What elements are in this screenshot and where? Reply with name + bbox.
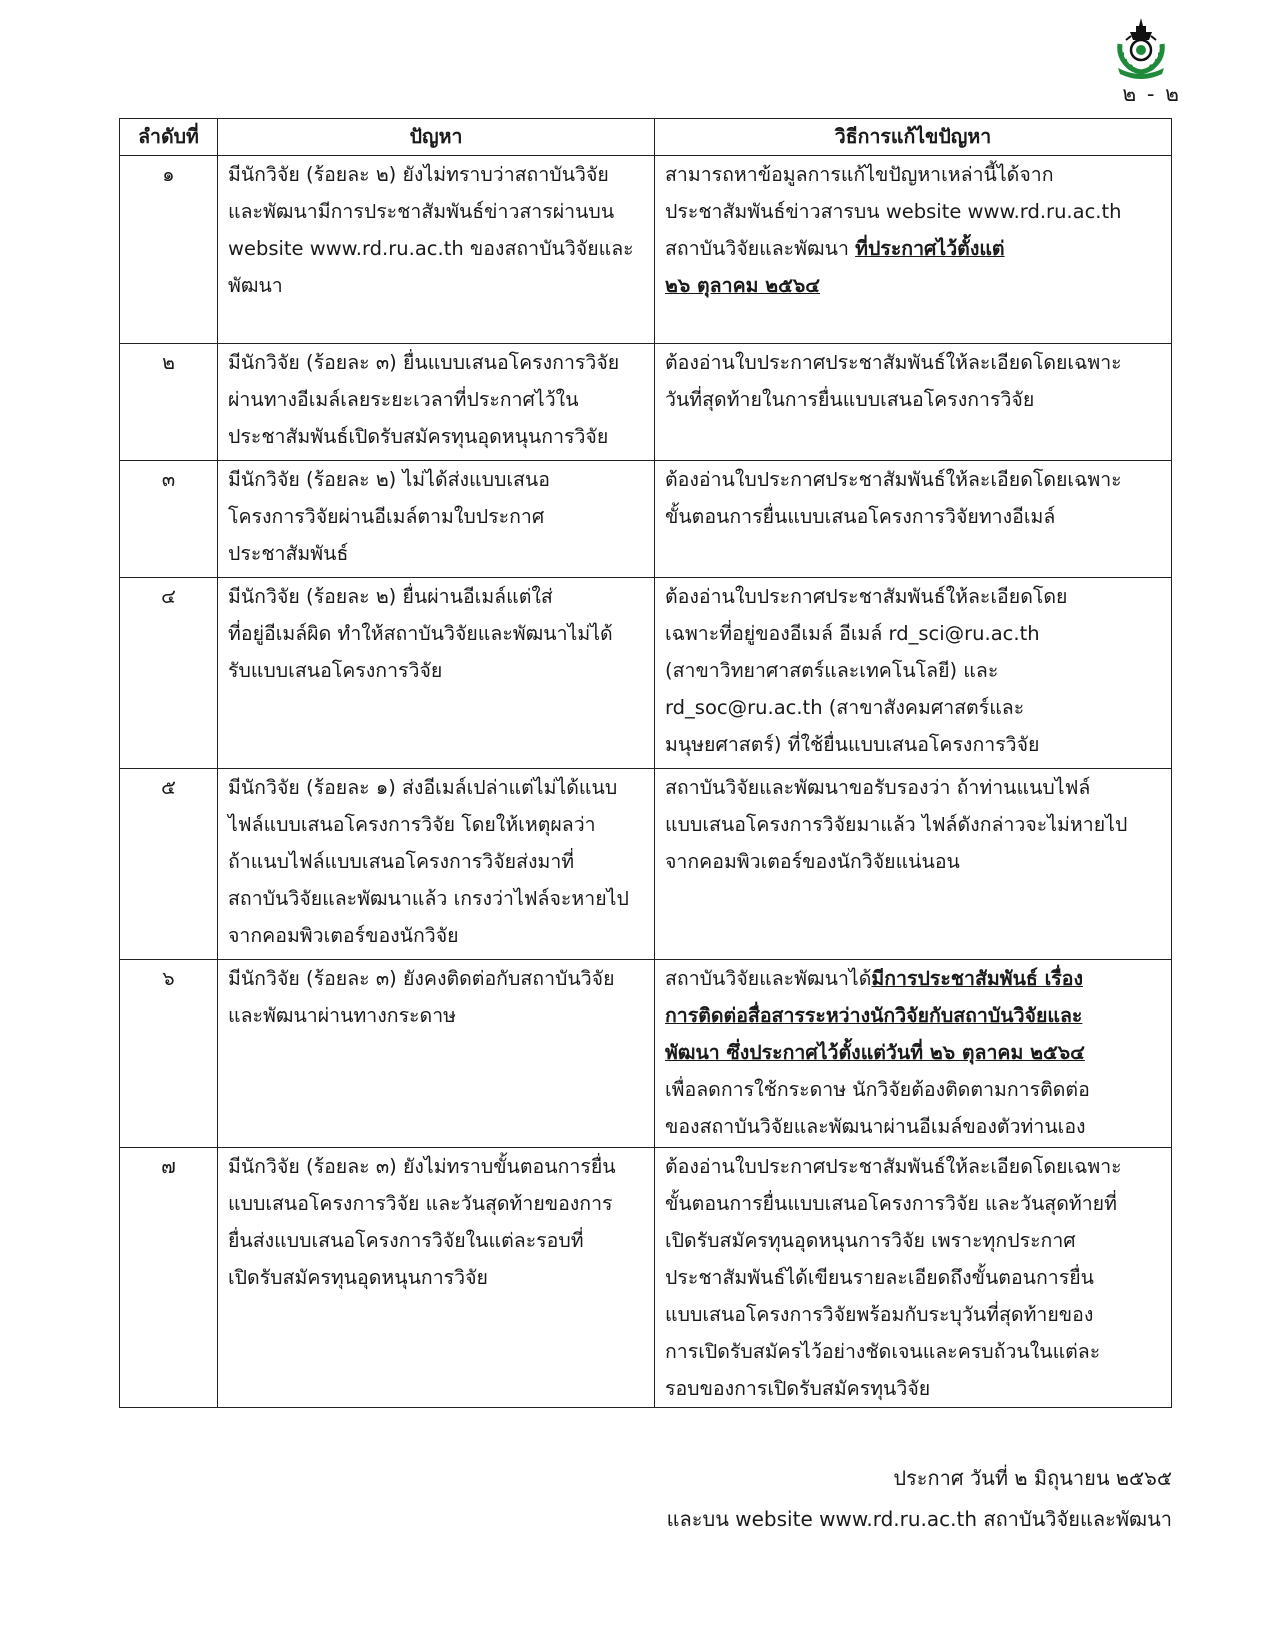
table-row [120,1148,1172,1408]
solution-text: สถาบันวิจัยและพัฒนา [665,237,856,260]
solution-line [665,726,1161,763]
problem-line: ผ่านทางอีเมล์เลยระยะเวลาที่ประกาศไว้ใน [228,388,579,411]
emphasized-text: พัฒนา ซึ่งประกาศไว้ตั้งแต่วันที่ ๒๖ ตุลาคม ๒๕๖๔ [665,1041,1085,1064]
announcement-date: ประกาศ วันที่ ๒ มิถุนายน ๒๕๖๕ [893,1466,1172,1490]
solution-line [665,230,1161,267]
solution-text: rd_soc@ru.ac.th (สาขาสังคมศาสตร์และ [665,696,1025,719]
problem-line: ที่อยู่อีเมล์ผิด ทำให้สถาบันวิจัยและพัฒนาไม่ได้ [228,622,613,645]
row-number: ๕ [120,769,218,960]
table-row [120,156,1172,344]
problem-cell [218,461,655,578]
problem-line: ถ้าแนบไฟล์แบบเสนอโครงการวิจัยส่งมาที่ [228,850,575,873]
problem-line: มีนักวิจัย (ร้อยละ ๓) ยังไม่ทราบขั้นตอนการยื่น [228,1155,616,1178]
solution-text: ต้องอ่านใบประกาศประชาสัมพันธ์ให้ละเอียดโดยเฉพาะ [665,351,1122,374]
solution-text: ประชาสัมพันธ์ข่าวสารบน website www.rd.ru.ac.th [665,200,1122,223]
problem-line: website www.rd.ru.ac.th ของสถาบันวิจัยและ [228,237,634,260]
table-row [120,960,1172,1148]
solution-line [665,1108,1161,1145]
solution-text: เฉพาะที่อยู่ของอีเมล์ อีเมล์ rd_sci@ru.ac.th [665,622,1040,645]
solution-line [665,1071,1161,1108]
solution-cell [655,960,1172,1148]
solution-cell [655,1148,1172,1408]
solution-text: สถาบันวิจัยและพัฒนาขอรับรองว่า ถ้าท่านแนบไฟล์ [665,776,1091,799]
row-number: ๒ [120,344,218,461]
solution-text: แบบเสนอโครงการวิจัยมาแล้ว ไฟล์ดังกล่าวจะไม่หายไป [665,813,1128,836]
row-number: ๓ [120,461,218,578]
solution-line [665,615,1161,652]
website-line: และบน website www.rd.ru.ac.th สถาบันวิจัยและพัฒนา [666,1507,1172,1531]
solution-line [665,843,1161,880]
problems-solutions-table [119,118,1172,1408]
table-header-row [120,119,1172,156]
solution-text: มนุษยศาสตร์) ที่ใช้ยื่นแบบเสนอโครงการวิจัย [665,733,1040,756]
problem-line: แบบเสนอโครงการวิจัย และวันสุดท้ายของการ [228,1192,613,1215]
solution-text: การเปิดรับสมัครไว้อย่างชัดเจนและครบถ้วนในแต่ละ [665,1340,1101,1363]
page-number: ๒ - ๒ [1122,82,1181,106]
solution-line [665,1370,1161,1407]
row-number: ๔ [120,578,218,769]
solution-cell [655,578,1172,769]
solution-text: เปิดรับสมัครทุนอุดหนุนการวิจัย เพราะทุกประกาศ [665,1229,1076,1252]
problem-line: มีนักวิจัย (ร้อยละ ๓) ยังคงติดต่อกับสถาบันวิจัย [228,967,615,990]
solution-text: ประชาสัมพันธ์ได้เขียนรายละเอียดถึงขั้นตอนการยื่น [665,1266,1094,1289]
solution-text: ขั้นตอนการยื่นแบบเสนอโครงการวิจัย และวันสุดท้ายที่ [665,1192,1117,1215]
emphasized-text: การติดต่อสื่อสารระหว่างนักวิจัยกับสถาบันวิจัยและ [665,1004,1083,1027]
problem-line: ประชาสัมพันธ์เปิดรับสมัครทุนอุดหนุนการวิจัย [228,425,609,448]
emphasized-text: มีการประชาสัมพันธ์ เรื่อง [871,967,1083,990]
problem-line: มีนักวิจัย (ร้อยละ ๑) ส่งอีเมล์เปล่าแต่ไม่ได้แนบ [228,776,618,799]
row-number: ๗ [120,1148,218,1408]
solution-text: สถาบันวิจัยและพัฒนาได้ [665,967,872,990]
solution-text: จากคอมพิวเตอร์ของนักวิจัยแน่นอน [665,850,960,873]
solution-text: สามารถหาข้อมูลการแก้ไขปัญหาเหล่านี้ได้จาก [665,163,1054,186]
solution-line [665,156,1161,193]
solution-line [665,1296,1161,1333]
solution-line [665,461,1161,498]
university-seal-icon [1112,14,1170,80]
solution-text: ของสถาบันวิจัยและพัฒนาผ่านอีเมล์ของตัวท่านเอง [665,1115,1086,1138]
table-row [120,769,1172,960]
emphasized-text: ที่ประกาศไว้ตั้งแต่ [855,237,1005,260]
solution-line [665,381,1161,418]
problem-line: และพัฒนามีการประชาสัมพันธ์ข่าวสารผ่านบน [228,200,615,223]
solution-line [665,689,1161,726]
solution-cell [655,344,1172,461]
solution-line [665,578,1161,615]
problem-cell [218,769,655,960]
column-header-problem: ปัญหา [218,119,655,156]
solution-cell [655,461,1172,578]
table-body [120,156,1172,1408]
problem-line: พัฒนา [228,274,283,297]
solution-line [665,267,1161,304]
solution-cell [655,769,1172,960]
solution-text: วันที่สุดท้ายในการยื่นแบบเสนอโครงการวิจัย [665,388,1035,411]
problem-line: โครงการวิจัยผ่านอีเมล์ตามใบประกาศ [228,505,545,528]
solution-text: เพื่อลดการใช้กระดาษ นักวิจัยต้องติดตามการติดต่อ [665,1078,1090,1101]
column-header-number: ลำดับที่ [120,119,218,156]
emphasized-text: ๒๖ ตุลาคม ๒๕๖๔ [665,274,821,297]
problem-line: ยื่นส่งแบบเสนอโครงการวิจัยในแต่ละรอบที่ [228,1229,584,1252]
solution-line [665,344,1161,381]
problem-line: ไฟล์แบบเสนอโครงการวิจัย โดยให้เหตุผลว่า [228,813,596,836]
solution-text: ต้องอ่านใบประกาศประชาสัมพันธ์ให้ละเอียดโดยเฉพาะ [665,468,1122,491]
solution-line [665,193,1161,230]
solution-line [665,806,1161,843]
problem-cell [218,578,655,769]
solution-line [665,1034,1161,1071]
solution-line [665,997,1161,1034]
row-number: ๖ [120,960,218,1148]
solution-cell [655,156,1172,344]
solution-line [665,769,1161,806]
problem-cell [218,960,655,1148]
solution-text: ต้องอ่านใบประกาศประชาสัมพันธ์ให้ละเอียดโดยเฉพาะ [665,1155,1122,1178]
problem-line: รับแบบเสนอโครงการวิจัย [228,659,443,682]
problem-cell [218,1148,655,1408]
problem-line: มีนักวิจัย (ร้อยละ ๒) ยื่นผ่านอีเมล์แต่ใส่ [228,585,553,608]
problem-cell [218,344,655,461]
column-header-solution: วิธีการแก้ไขปัญหา [655,119,1172,156]
solution-line [665,1185,1161,1222]
solution-text: ขั้นตอนการยื่นแบบเสนอโครงการวิจัยทางอีเมล์ [665,505,1056,528]
problem-line: และพัฒนาผ่านทางกระดาษ [228,1004,456,1027]
problem-line: มีนักวิจัย (ร้อยละ ๒) ไม่ได้ส่งแบบเสนอ [228,468,550,491]
solution-line [665,1148,1161,1185]
solution-line [665,1333,1161,1370]
problem-line: เปิดรับสมัครทุนอุดหนุนการวิจัย [228,1266,488,1289]
solution-line [665,1259,1161,1296]
solution-text: รอบของการเปิดรับสมัครทุนวิจัย [665,1377,931,1400]
problem-line: ประชาสัมพันธ์ [228,542,349,565]
solution-line [665,1222,1161,1259]
problem-line: จากคอมพิวเตอร์ของนักวิจัย [228,924,459,947]
solution-line [665,498,1161,535]
problem-cell [218,156,655,344]
problem-line: มีนักวิจัย (ร้อยละ ๒) ยังไม่ทราบว่าสถาบันวิจัย [228,163,609,186]
solution-text: แบบเสนอโครงการวิจัยพร้อมกับระบุวันที่สุดท้ายของ [665,1303,1094,1326]
row-number: ๑ [120,156,218,344]
solution-text: ต้องอ่านใบประกาศประชาสัมพันธ์ให้ละเอียดโดย [665,585,1068,608]
table-row [120,461,1172,578]
table-row [120,344,1172,461]
table-row [120,578,1172,769]
problem-line: มีนักวิจัย (ร้อยละ ๓) ยื่นแบบเสนอโครงการวิจัย [228,351,620,374]
solution-text: (สาขาวิทยาศาสตร์และเทคโนโลยี) และ [665,659,999,682]
problem-line: สถาบันวิจัยและพัฒนาแล้ว เกรงว่าไฟล์จะหายไป [228,887,629,910]
solution-line [665,960,1161,997]
solution-line [665,652,1161,689]
